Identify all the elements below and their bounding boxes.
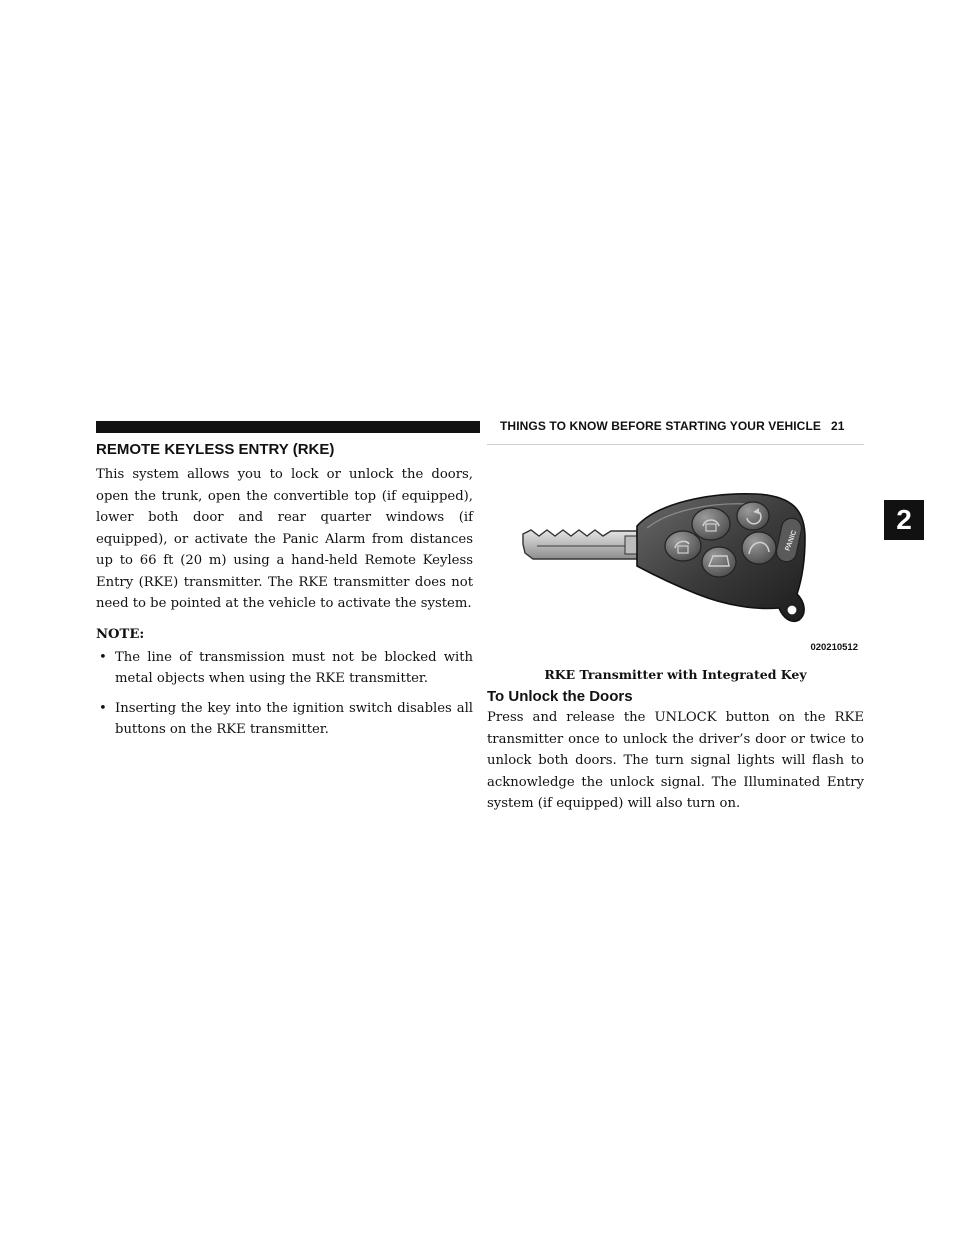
intro-paragraph: This system allows you to lock or unlock the doors, open the trunk, open the convertible top (if equipped), lower both door and rear quarter windows (if equipped), or activate the Panic Alarm from distances up to 66 ft (20 m) using a hand-held Remote Keyless Entry (RKE) transmitter. The RKE transmitter does not need to be pointed at the vehicle to activate the system. xyxy=(96,467,473,611)
note-label: NOTE: xyxy=(96,626,145,642)
subsection-heading: To Unlock the Doors xyxy=(487,688,633,705)
rke-transmitter-illustration xyxy=(487,452,864,660)
list-item xyxy=(96,647,473,690)
list-item-text: Inserting the key into the ignition switch disables all buttons on the RKE transmitter. xyxy=(115,700,473,737)
lock-icon xyxy=(692,508,730,540)
unlock-icon xyxy=(665,531,701,561)
unlock-paragraph: Press and release the UNLOCK button on the RKE transmitter once to unlock the driver’s door or twice to unlock both doors. The turn signal lights will flash to acknowledge the unlock signal. The Illuminated Entry system (if equipped) will also turn on. xyxy=(487,710,864,811)
bullet-icon: • xyxy=(99,649,107,665)
list-item xyxy=(96,698,473,741)
key-blade xyxy=(523,530,637,559)
figure-code: 020210512 xyxy=(810,642,858,653)
header-bar xyxy=(96,421,480,433)
remote-start-icon xyxy=(737,502,769,530)
panic-label: PANIC xyxy=(784,529,799,553)
running-title: THINGS TO KNOW BEFORE STARTING YOUR VEHICLE xyxy=(500,419,821,433)
list-item-text: The line of transmission must not be blocked with metal objects when using the RKE transmitter. xyxy=(115,649,473,686)
running-header xyxy=(500,419,864,433)
rke-figure xyxy=(487,452,864,660)
note-list xyxy=(96,647,473,741)
key-ring-loop xyxy=(787,605,797,615)
trunk-icon xyxy=(702,547,736,577)
bullet-icon: • xyxy=(99,700,107,716)
header-rule xyxy=(487,444,864,445)
section-heading: REMOTE KEYLESS ENTRY (RKE) xyxy=(96,441,335,458)
figure-caption: RKE Transmitter with Integrated Key xyxy=(544,667,807,682)
chapter-tab[interactable]: 2 xyxy=(884,500,924,540)
page-number: 21 xyxy=(830,419,845,433)
left-column xyxy=(96,440,473,749)
convertible-top-icon xyxy=(742,532,776,564)
right-column xyxy=(487,688,864,815)
